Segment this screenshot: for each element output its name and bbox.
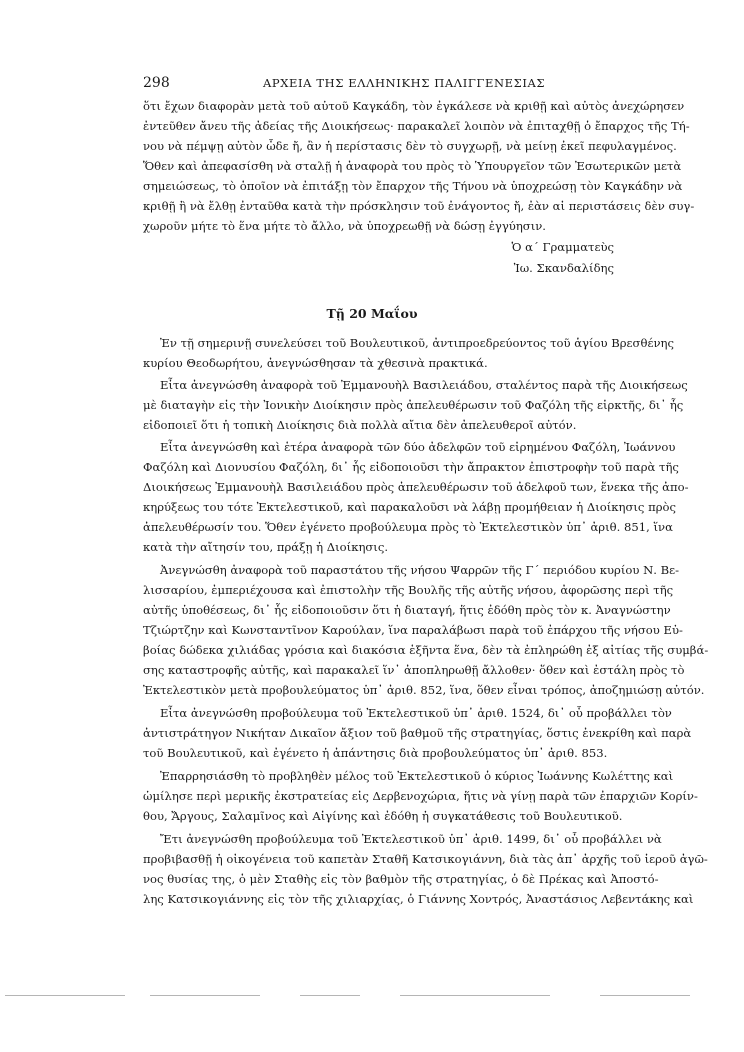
text-line: χωροῦν μήτε τὸ ἕνα μήτε τὸ ἄλλο, νὰ ὑποχρεωθῇ νὰ δώσῃ ἐγγύησιν. (143, 219, 546, 233)
text-line: μὲ διαταγὴν εἰς τὴν Ἰονικὴν Διοίκησιν πρὸς ἀπελευθέρωσιν τοῦ Φαζόλη τῆς εἱρκτῆς, δι᾿ ἧς (143, 398, 684, 412)
scan-edge-marks (0, 995, 744, 997)
text-line: ἀντιστράτηγον Νικήταν Δικαῖον ἄξιον τοῦ βαθμοῦ τῆς στρατηγίας, ὅστις ἐνεκρίθη καὶ παρὰ (143, 726, 692, 740)
text-line: Ἐν τῇ σημερινῇ συνελεύσει τοῦ Βουλευτικοῦ, ἀντιπροεδρεύοντος τοῦ ἁγίου Βρεσθένης (160, 336, 674, 350)
text-line: Ἐκτελεστικὸν μετὰ προβουλεύματος ὑπ᾿ ἀριθ. 852, ἵνα, ὅθεν εἶναι τρόπος, ἀποζημιώσῃ αὐτόν. (143, 683, 705, 697)
text-line: αὐτῆς ὑποθέσεως, δι᾿ ἧς εἰδοποιοῦσιν ὅτι ἡ διαταγή, ἥτις ἐδόθη πρὸς τὸν κ. Ἀναγνώστην (143, 603, 671, 617)
text-line: λης Κατσικογιάννης εἰς τὸν τῆς χιλιαρχίας, ὁ Γιάννης Χοντρός, Ἀναστάσιος Λεβεντάκης καὶ (143, 892, 694, 906)
text-line: κυρίου Θεοδωρήτου, ἀνεγνώσθησαν τὰ χθεσινὰ πρακτικά. (143, 356, 488, 370)
signature-role: Ὁ α΄ Γραμματεὺς (511, 240, 614, 254)
section-title: Τῇ 20 Μαΐου (326, 306, 418, 321)
text-line: Ἔτι ἀνεγνώσθη προβούλευμα τοῦ Ἐκτελεστικοῦ ὑπ᾿ ἀριθ. 1499, δι᾿ οὗ προβάλλει νὰ (160, 832, 662, 846)
text-line: λισσαρίου, ἐμπεριέχουσα καὶ ἐπιστολὴν τῆς Βουλῆς τῆς αὐτῆς νήσου, ἀφορῶσης περὶ τῆς (143, 583, 674, 597)
text-line: νου νὰ πέμψῃ αὐτὸν ὧδε ἤ, ἂν ἡ περίστασις δὲν τὸ συγχωρῇ, νὰ μείνῃ ἐκεῖ πεφυλαγμένος. (143, 139, 677, 153)
text-line: σης καταστροφῆς αὐτῆς, καὶ παρακαλεῖ ἵν᾿ ἀποπληρωθῇ ἄλλοθεν· ὅθεν καὶ ἐστάλη πρὸς τὸ (143, 663, 685, 677)
text-line: βοίας δώδεκα χιλιάδας γρόσια καὶ διακόσια ἑξῆντα ἕνα, δὲν τὰ ἐπληρώθη ἐξ αἰτίας τῆς συμβά- (143, 643, 709, 657)
text-line: Φαζόλη καὶ Διονυσίου Φαζόλη, δι᾿ ἧς εἰδοποιοῦσι τὴν ἄπρακτον ἐπιστροφὴν τοῦ παρὰ τῆς (143, 460, 679, 474)
text-line: Ἐπαρρησιάσθη τὸ προβληθὲν μέλος τοῦ Ἐκτελεστικοῦ ὁ κύριος Ἰωάννης Κωλέττης καὶ (160, 769, 674, 783)
text-line: κηρύξεως του τότε Ἐκτελεστικοῦ, καὶ παρακαλοῦσι νὰ λάβῃ προμήθειαν ἡ Διοίκησις πρὸς (143, 500, 677, 514)
text-line: τοῦ Βουλευτικοῦ, καὶ ἐγένετο ἡ ἀπάντησις διὰ προβουλεύματος ὑπ᾿ ἀριθ. 853. (143, 746, 608, 760)
text-line: Εἶτα ἀνεγνώσθη καὶ ἑτέρα ἀναφορὰ τῶν δύο ἀδελφῶν τοῦ εἰρημένου Φαζόλη, Ἰωάννου (160, 440, 676, 454)
text-line: ἀπελευθέρωσίν του. Ὅθεν ἐγένετο προβούλευμα πρὸς τὸ Ἐκτελεστικὸν ὑπ᾿ ἀριθ. 851, ἵνα (143, 520, 673, 534)
text-line: σημειώσεως, τὸ ὁποῖον νὰ ἐπιτάξῃ τὸν ἔπαρχον τῆς Τήνου νὰ ὑποχρεώσῃ τὸν Καγκάδην νὰ (143, 179, 683, 193)
signature-name: Ἰω. Σκανδαλίδης (513, 261, 614, 275)
text-line: νος θυσίας της, ὁ μὲν Σταθὴς εἰς τὸν βαθμὸν τῆς στρατηγίας, ὁ δὲ Πρέκας καὶ Ἀποστό- (143, 872, 659, 886)
text-line: ἐντεῦθεν ἄνευ τῆς ἀδείας τῆς Διοικήσεως· παρακαλεῖ λοιπὸν νὰ ἐπιταχθῇ ὁ ἔπαρχος τῆς Τή- (143, 119, 690, 133)
text-line: Ὅθεν καὶ ἀπεφασίσθη νὰ σταλῇ ἡ ἀναφορὰ του πρὸς τὸ Ὑπουργεῖον τῶν Ἐσωτερικῶν μετὰ (143, 159, 682, 173)
text-line: Ἀνεγνώσθη ἀναφορὰ τοῦ παραστάτου τῆς νήσου Ψαρρῶν τῆς Γ΄ περιόδου κυρίου Ν. Βε- (160, 563, 680, 577)
page-number: 298 (143, 75, 170, 91)
running-title: ΑΡΧΕΙΑ ΤΗΣ ΕΛΛΗΝΙΚΗΣ ΠΑΛΙΓΓΕΝΕΣΙΑΣ (263, 76, 546, 90)
text-line: Εἶτα ἀνεγνώσθη ἀναφορὰ τοῦ Ἐμμανουὴλ Βασιλειάδου, σταλέντος παρὰ τῆς Διοικήσεως (160, 378, 688, 392)
text-line: εἰδοποιεῖ ὅτι ἡ τοπικὴ Διοίκησις διὰ πολλὰ αἴτια δὲν ἀπελευθεροῖ αὐτόν. (143, 418, 577, 432)
text-line: Εἶτα ἀνεγνώσθη προβούλευμα τοῦ Ἐκτελεστικοῦ ὑπ᾿ ἀριθ. 1524, δι᾿ οὗ προβάλλει τὸν (160, 706, 672, 720)
text-line: Διοικήσεως Ἐμμανουὴλ Βασιλειάδου πρὸς ἀπελευθέρωσιν τοῦ ἀδελφοῦ των, ἕνεκα τῆς ἀπο- (143, 480, 689, 494)
text-line: ὅτι ἔχων διαφορὰν μετὰ τοῦ αὐτοῦ Καγκάδη, τὸν ἐγκάλεσε νὰ κριθῇ καὶ αὐτὸς ἀνεχώρησεν (143, 99, 685, 113)
text-line: κριθῇ ἢ νὰ ἔλθῃ ἐνταῦθα κατὰ τὴν πρόσκλησιν τοῦ ἐνάγοντος ἤ, ἐὰν αἱ περιστάσεις δὲν συγ- (143, 199, 695, 213)
text-line: Τζιώρτζην καὶ Κωνσταντῖνον Καρούλαν, ἵνα παραλάβωσι παρὰ τοῦ ἐπάρχου τῆς νήσου Εὐ- (143, 623, 683, 637)
text-line: προβιβασθῇ ἡ οἰκογένεια τοῦ καπετὰν Σταθῆ Κατσικογιάννη, διὰ τὰς ἀπ᾿ ἀρχῆς τοῦ ἱεροῦ ἀγῶ- (143, 852, 708, 866)
page-header (143, 75, 603, 95)
text-line: θου, Ἄργους, Σαλαμῖνος καὶ Αἰγίνης καὶ ἐδόθη ἡ συγκατάθεσις τοῦ Βουλευτικοῦ. (143, 809, 623, 823)
text-line: κατὰ τὴν αἴτησίν του, πράξῃ ἡ Διοίκησις. (143, 540, 389, 554)
text-line: ὡμίλησε περὶ μερικῆς ἐκστρατείας εἰς Δερβενοχώρια, ἥτις νὰ γίνῃ παρὰ τῶν ἐπαρχιῶν Κορίν- (143, 789, 698, 803)
